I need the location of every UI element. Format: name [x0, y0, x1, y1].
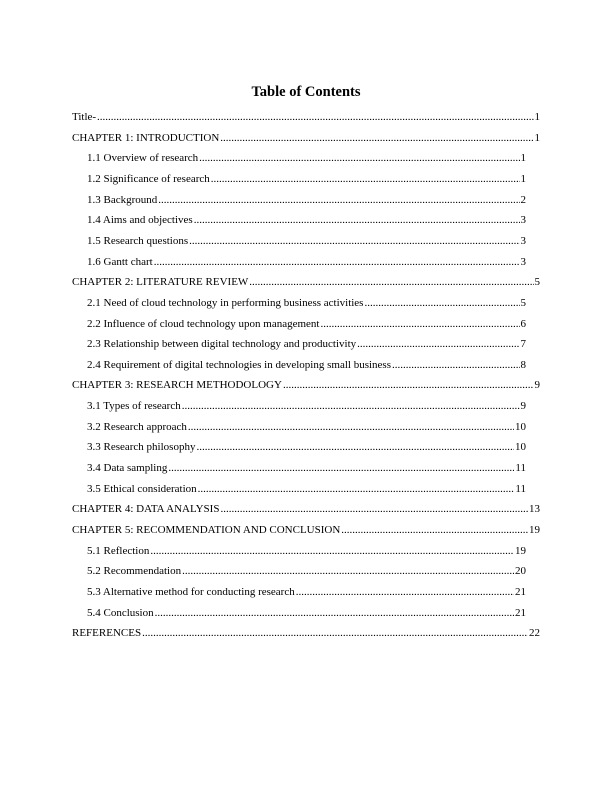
toc-entry-page-number: 9: [520, 400, 526, 413]
toc-entry[interactable]: [72, 379, 540, 392]
toc-title: Table of Contents: [251, 84, 361, 100]
toc-entry-page-number: 1: [534, 131, 540, 144]
toc-entry[interactable]: [87, 297, 526, 310]
toc-dot-leader: [158, 194, 519, 207]
toc-dot-leader: [142, 627, 528, 640]
toc-entry-label: Title-: [72, 111, 97, 123]
toc-entry-page-number: 2: [520, 193, 526, 206]
toc-entry-label: 1.4 Aims and objectives: [87, 214, 193, 227]
toc-entry-page-number: 10: [515, 441, 526, 454]
toc-entry-label: 2.2 Influence of cloud technology upon management: [87, 317, 320, 330]
toc-entry-label: 1.3 Background: [87, 193, 158, 206]
toc-entry[interactable]: [87, 338, 526, 351]
toc-entry-label: 3.4 Data sampling: [87, 462, 168, 475]
toc-entry-page-number: 10: [515, 420, 526, 433]
toc-dot-leader: [364, 297, 519, 310]
toc-entry-label: 5.1 Reflection: [87, 544, 150, 557]
toc-entry-label: 1.5 Research questions: [87, 234, 189, 247]
toc-entry[interactable]: [87, 359, 526, 372]
toc-entry-page-number: 3: [520, 214, 526, 227]
toc-entry[interactable]: [72, 524, 540, 537]
toc-entry[interactable]: [72, 111, 540, 124]
toc-dot-leader: [220, 503, 528, 516]
toc-dot-leader: [357, 338, 519, 351]
toc-dot-leader: [392, 359, 520, 372]
toc-entry-page-number: 6: [520, 317, 526, 330]
toc-entry[interactable]: [72, 132, 540, 145]
toc-entry-label: 1.6 Gantt chart: [87, 255, 153, 268]
toc-entry[interactable]: [87, 565, 526, 578]
toc-entry-page-number: 8: [520, 358, 526, 371]
toc-entry[interactable]: [87, 318, 526, 331]
toc-dot-leader: [150, 545, 514, 558]
toc-entry[interactable]: [87, 462, 526, 475]
toc-entry[interactable]: [87, 400, 526, 413]
toc-entry-page-number: 13: [529, 503, 540, 516]
toc-entry-label: 1.1 Overview of research: [87, 152, 199, 165]
toc-entry-page-number: 1: [520, 152, 526, 165]
toc-entry[interactable]: [87, 586, 526, 599]
toc-entry-label: CHAPTER 5: RECOMMENDATION AND CONCLUSION: [72, 524, 341, 536]
toc-dot-leader: [199, 152, 519, 165]
toc-dot-leader: [182, 400, 520, 413]
toc-entry-label: 3.1 Types of research: [87, 400, 181, 413]
toc-dot-leader: [154, 256, 520, 269]
toc-dot-leader: [168, 462, 514, 475]
toc-entry[interactable]: [87, 214, 526, 227]
toc-entry-label: 5.3 Alternative method for conducting research: [87, 585, 295, 598]
toc-entry[interactable]: [87, 483, 526, 496]
toc-entry-label: CHAPTER 2: LITERATURE REVIEW: [72, 276, 249, 289]
toc-entry-page-number: 20: [515, 565, 526, 578]
toc-entry[interactable]: [87, 235, 526, 248]
toc-entry[interactable]: [87, 194, 526, 207]
toc-entry-page-number: 19: [515, 544, 526, 557]
toc-entry-page-number: 1: [534, 111, 540, 123]
toc-entry-page-number: 19: [529, 524, 540, 536]
toc-entry-page-number: 5: [520, 296, 526, 309]
toc-dot-leader: [211, 173, 520, 186]
toc-entry[interactable]: [87, 607, 526, 620]
toc-dot-leader: [188, 421, 514, 434]
toc-entry-page-number: 9: [534, 379, 540, 392]
toc-entry[interactable]: [87, 173, 526, 186]
toc-entry-label: 5.4 Conclusion: [87, 606, 154, 619]
toc-entry-page-number: 21: [515, 585, 526, 598]
toc-entry-label: CHAPTER 1: INTRODUCTION: [72, 131, 220, 144]
toc-dot-leader: [196, 441, 514, 454]
toc-entry-label: 2.1 Need of cloud technology in performing business activities: [87, 296, 364, 309]
toc-entry-label: 3.2 Research approach: [87, 420, 187, 433]
toc-entry-label: 1.2 Significance of research: [87, 172, 210, 185]
toc-entry-page-number: 7: [520, 338, 526, 351]
toc-entry-page-number: 21: [515, 606, 526, 619]
toc-entry-page-number: 3: [520, 234, 526, 247]
toc-entry-label: 2.3 Relationship between digital technology and productivity: [87, 338, 357, 351]
toc-dot-leader: [249, 276, 533, 289]
toc-dot-leader: [155, 607, 514, 620]
toc-entry-page-number: 3: [520, 255, 526, 268]
toc-entry-label: 3.3 Research philosophy: [87, 441, 196, 454]
toc-dot-leader: [189, 235, 519, 248]
toc-entry[interactable]: [87, 256, 526, 269]
toc-entry[interactable]: [72, 627, 540, 640]
toc-entry[interactable]: [87, 441, 526, 454]
toc-dot-leader: [198, 483, 515, 496]
toc-dot-leader: [283, 379, 534, 392]
toc-entry-page-number: 11: [515, 482, 526, 495]
toc-dot-leader: [341, 524, 528, 537]
toc-dot-leader: [296, 586, 514, 599]
toc-dot-leader: [97, 111, 533, 124]
toc-entry[interactable]: [87, 545, 526, 558]
toc-entry[interactable]: [72, 276, 540, 289]
toc-dot-leader: [194, 214, 520, 227]
toc-entry-page-number: 5: [534, 276, 540, 289]
toc-entry-label: 2.4 Requirement of digital technologies in developing small business: [87, 358, 391, 371]
toc-entry-label: CHAPTER 4: DATA ANALYSIS: [72, 503, 220, 516]
toc-dot-leader: [320, 318, 519, 331]
toc-dot-leader: [220, 132, 533, 145]
toc-entry-page-number: 1: [520, 172, 526, 185]
toc-entry-label: 3.5 Ethical consideration: [87, 482, 197, 495]
toc-dot-leader: [182, 565, 514, 578]
toc-entry-label: CHAPTER 3: RESEARCH METHODOLOGY: [72, 379, 282, 392]
toc-entry-page-number: 22: [529, 627, 540, 640]
toc-entry-label: 5.2 Recommendation: [87, 565, 182, 578]
toc-entry[interactable]: [87, 152, 526, 165]
toc-entry[interactable]: [87, 421, 526, 434]
toc-entry[interactable]: [72, 503, 540, 516]
toc-entry-page-number: 11: [515, 462, 526, 475]
toc-entry-label: REFERENCES: [72, 627, 142, 640]
